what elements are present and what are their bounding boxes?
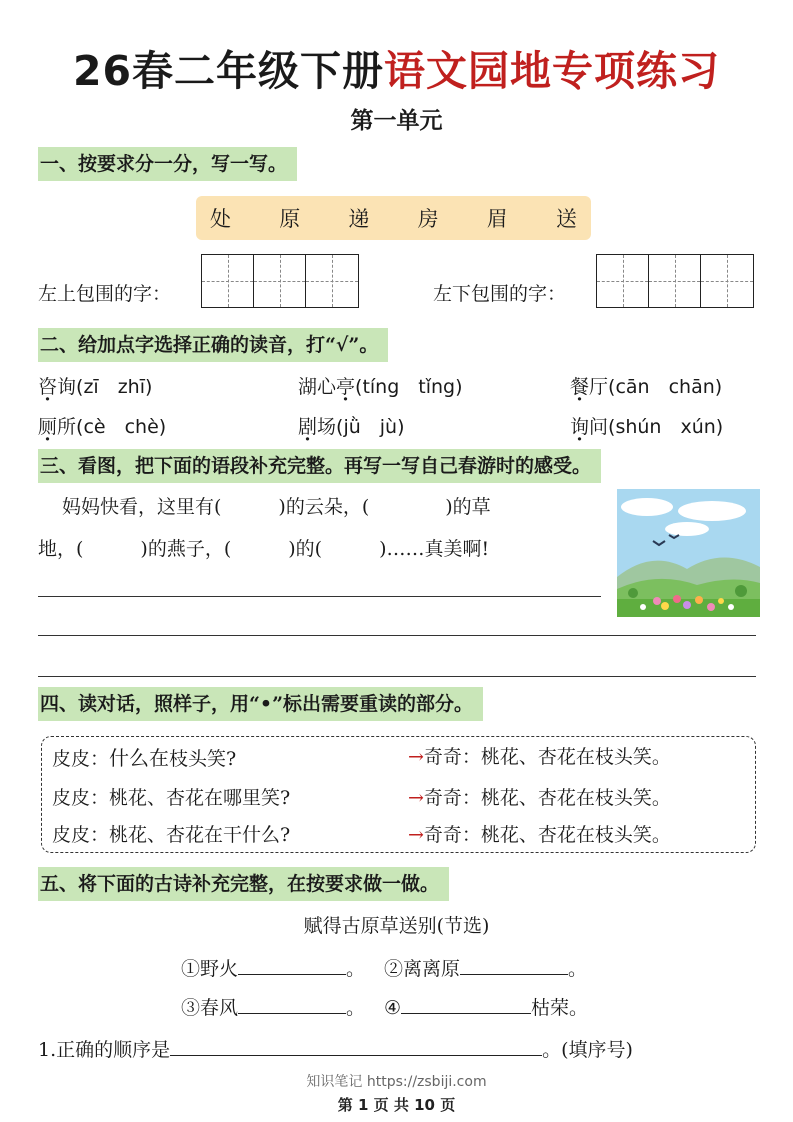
dotted-char: 厕 <box>38 416 58 438</box>
title-black: 26春二年级下册 <box>72 47 385 95</box>
pinyin-item: 厕所(cè chè) <box>38 416 167 438</box>
title-red: 语文园地专项练习 <box>384 47 721 95</box>
dialog-question: 皮皮：桃花、杏花在哪里笑? <box>52 787 291 809</box>
poem-line-3: ③春风 。 <box>181 991 365 1020</box>
answer-line[interactable] <box>38 676 756 677</box>
poem-line-1: ①野火 。 <box>181 952 365 981</box>
blank-line[interactable] <box>238 952 346 975</box>
blank-line[interactable] <box>238 991 346 1014</box>
blank-line[interactable] <box>170 1033 542 1056</box>
section-4-heading: 四、读对话，照样子，用“•”标出需要重读的部分。 <box>38 687 483 721</box>
dialog-question: 皮皮：什么在枝头笑? <box>52 746 237 770</box>
section-3-heading: 三、看图，把下面的语段补充完整。再写一写自己春游时的感受。 <box>38 449 601 483</box>
dialog-question: 皮皮：桃花、杏花在干什么? <box>52 824 291 846</box>
paragraph-line-2: 地，( )的燕子，( )的( )……真美啊! <box>38 538 490 560</box>
paragraph-line-1: 妈妈快看，这里有( )的云朵，( )的草 <box>62 496 491 518</box>
word: 眉 <box>486 207 508 231</box>
pinyin-item: 询问(shún xún) <box>570 416 724 438</box>
page-title <box>0 38 793 97</box>
grid-cell[interactable] <box>701 255 753 307</box>
grid-cell[interactable] <box>306 255 358 307</box>
dialog-answer: →奇奇：桃花、杏花在枝头笑。 <box>408 824 671 846</box>
dotted-char: 剧 <box>298 416 318 438</box>
answer-line[interactable] <box>38 635 756 636</box>
writing-grid-left[interactable] <box>201 254 359 308</box>
label-lower-left: 左下包围的字： <box>433 283 567 305</box>
word: 原 <box>279 207 301 231</box>
arrow-icon: → <box>408 746 424 768</box>
pinyin-options[interactable]: (cān chān) <box>608 376 723 398</box>
question-1: 1.正确的顺序是 。(填序号) <box>38 1033 633 1062</box>
grid-cell[interactable] <box>202 255 254 307</box>
arrow-icon: → <box>408 824 424 846</box>
dialog-answer: →奇奇：桃花、杏花在枝头笑。 <box>408 787 671 809</box>
unit-heading: 第一单元 <box>350 107 443 134</box>
writing-grid-right[interactable] <box>596 254 754 308</box>
pinyin-options[interactable]: (cè chè) <box>76 416 167 438</box>
page-number: 第 1 页 共 10 页 <box>337 1096 456 1114</box>
word: 送 <box>555 207 577 231</box>
pinyin-item: 咨询(zī zhī) <box>38 376 153 398</box>
pinyin-options[interactable]: (shún xún) <box>608 416 724 438</box>
dotted-char: 餐 <box>570 376 590 398</box>
section-1-heading: 一、按要求分一分，写一写。 <box>38 147 297 181</box>
label-upper-left: 左上包围的字： <box>38 283 172 305</box>
blank-line[interactable] <box>401 991 531 1014</box>
arrow-icon: → <box>408 787 424 809</box>
word: 房 <box>417 207 439 231</box>
pinyin-item: 剧场(jǜ jù) <box>298 416 405 438</box>
grid-cell[interactable] <box>254 255 306 307</box>
dotted-char: 亭 <box>336 376 356 398</box>
pinyin-item: 湖心亭(tíng tǐng) <box>298 376 463 398</box>
answer-line[interactable] <box>38 596 601 597</box>
poem-line-2: ②离离原 。 <box>384 952 587 981</box>
section-5-heading: 五、将下面的古诗补充完整，在按要求做一做。 <box>38 867 449 901</box>
pinyin-options[interactable]: (tíng tǐng) <box>355 376 463 398</box>
pinyin-item: 餐厅(cān chān) <box>570 376 723 398</box>
spring-scene-illustration <box>617 489 760 617</box>
dotted-char: 咨 <box>38 376 58 398</box>
poem-title: 赋得古原草送别(节选) <box>303 915 490 937</box>
dotted-char: 询 <box>570 416 590 438</box>
grid-cell[interactable] <box>597 255 649 307</box>
dialog-answer: →奇奇：桃花、杏花在枝头笑。 <box>408 746 671 768</box>
word-box <box>196 196 591 240</box>
word: 递 <box>348 207 370 231</box>
section-2-heading: 二、给加点字选择正确的读音，打“√”。 <box>38 328 388 362</box>
pinyin-options[interactable]: (jǜ jù) <box>336 416 405 438</box>
footer-site: 知识笔记 https://zsbiji.com <box>306 1074 487 1090</box>
grid-cell[interactable] <box>649 255 701 307</box>
poem-line-4: ④ 枯荣。 <box>384 991 588 1020</box>
word: 处 <box>210 207 231 231</box>
pinyin-options[interactable]: (zī zhī) <box>76 376 153 398</box>
blank-line[interactable] <box>460 952 568 975</box>
